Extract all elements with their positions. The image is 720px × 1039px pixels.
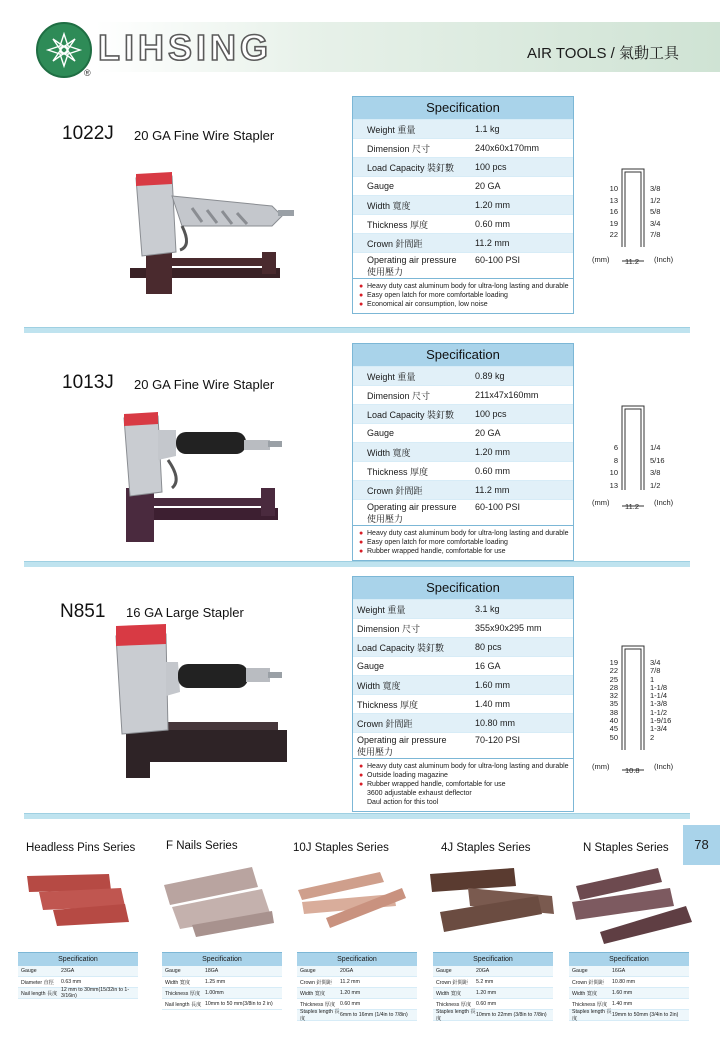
- spec-row: [353, 423, 573, 442]
- mini-spec-value: 1.00mm: [205, 990, 224, 996]
- spec-label: Crown 針間距: [357, 718, 413, 729]
- length-mm-list: [600, 659, 618, 742]
- product-name: 20 GA Fine Wire Stapler: [134, 377, 275, 392]
- mini-spec-row: [569, 977, 689, 988]
- spec-value: 70-120 PSI: [475, 735, 521, 745]
- mini-spec-value: 20GA: [340, 968, 354, 974]
- feature-note: [359, 771, 569, 780]
- spec-value: 1.60 mm: [475, 680, 511, 690]
- spec-label: Gauge: [367, 181, 395, 191]
- mini-spec-value: 1.40 mm: [612, 1001, 633, 1007]
- mini-spec-table: [569, 952, 689, 1021]
- unit-mm: (mm): [592, 498, 610, 507]
- spec-row: [353, 119, 573, 138]
- section-title: AIR TOOLS / 氣動工具: [527, 45, 679, 62]
- mini-spec-title: Specification: [569, 953, 689, 966]
- mini-spec-value: 18GA: [205, 968, 219, 974]
- mini-spec-value: 12 mm to 30mm(15/32in to 1-3/16in): [61, 987, 130, 999]
- feature-note-text: Outside loading magazine: [367, 772, 448, 779]
- mini-spec-row: [18, 966, 138, 977]
- spec-value: 1.40 mm: [475, 699, 511, 709]
- bullet-icon: ●: [359, 548, 364, 555]
- bullet-icon: ●: [359, 763, 364, 770]
- page-header: [0, 0, 720, 82]
- length-mm: 32: [609, 691, 618, 701]
- staple-size-diagram: [592, 165, 702, 270]
- mini-spec-label: Staples length 長度: [436, 1009, 476, 1022]
- mini-spec-row: [162, 999, 282, 1010]
- spec-row: [353, 442, 573, 461]
- length-inch: 3/4: [650, 218, 661, 228]
- length-inch: 1-1/4: [650, 691, 668, 701]
- spec-row: [353, 461, 573, 480]
- spec-label: Gauge: [367, 428, 395, 438]
- mini-spec-label: Thickness 厚度: [572, 1001, 608, 1008]
- spec-value: 11.2 mm: [475, 485, 510, 495]
- mini-spec-row: [162, 977, 282, 988]
- feature-note: [359, 762, 569, 771]
- length-inch: 3/8: [650, 468, 661, 477]
- spec-rows: [353, 599, 573, 758]
- mini-spec-label: Diameter 直徑: [21, 979, 54, 986]
- staple-size-diagram: [592, 402, 702, 512]
- mini-spec-value: 16GA: [612, 968, 626, 974]
- length-mm: 35: [609, 699, 618, 709]
- length-inch: 1-1/2: [650, 707, 668, 717]
- length-mm: 13: [609, 480, 618, 490]
- mini-spec-label: Thickness 厚度: [165, 990, 201, 997]
- crown-width: 11.2: [625, 502, 640, 511]
- spec-title: Specification: [353, 97, 573, 119]
- mini-spec-value: 0.60 mm: [476, 1001, 497, 1007]
- spec-row: [353, 176, 573, 195]
- spec-row: [353, 732, 573, 758]
- spec-label: Load Capacity 裝釘數: [367, 409, 455, 420]
- mini-spec-value: 1.20 mm: [340, 990, 361, 996]
- length-mm: 28: [609, 682, 618, 692]
- feature-note-text: Easy open latch for more comfortable loading: [367, 292, 508, 299]
- mini-spec-row: [18, 988, 138, 999]
- length-inch: 7/8: [650, 230, 661, 239]
- feature-note-text: Economical air consumption, low noise: [367, 301, 488, 308]
- feature-note-text: Rubber wrapped handle, comfortable for use: [367, 548, 506, 555]
- bullet-icon: ●: [359, 292, 364, 299]
- spec-label: Width 寬度: [367, 447, 411, 458]
- mini-spec-value: 6mm to 16mm (1/4in to 7/8in): [340, 1012, 408, 1018]
- brand-name: LIHSING: [98, 27, 273, 68]
- bullet-icon: ●: [359, 530, 364, 537]
- feature-note: [359, 282, 569, 291]
- spec-label: Crown 針間距: [367, 485, 423, 496]
- mini-spec-label: Gauge: [165, 968, 181, 974]
- length-inch: 5/8: [650, 207, 661, 216]
- spec-label: Width 寬度: [357, 680, 401, 691]
- bullet-icon: ●: [359, 772, 364, 779]
- spec-label: Weight 重量: [367, 124, 416, 135]
- length-mm: 8: [613, 455, 618, 465]
- length-mm: 6: [613, 443, 618, 452]
- spec-label: Operating air pressure 使用壓力: [357, 735, 447, 757]
- feature-note: [359, 291, 569, 300]
- unit-mm: (mm): [592, 762, 610, 771]
- product-code: 1013J: [62, 372, 114, 393]
- feature-note-text: Heavy duty cast aluminum body for ultra-long lasting and durable: [367, 283, 569, 290]
- length-mm: 40: [609, 716, 618, 726]
- spec-label: Gauge: [357, 661, 385, 671]
- 4j-staples-image: [428, 866, 558, 946]
- mini-spec-label: Nail length 長度: [165, 1001, 202, 1008]
- mini-spec-title: Specification: [18, 953, 138, 966]
- length-inch: 7/8: [650, 666, 661, 676]
- spec-row: [353, 599, 573, 618]
- spec-row: [353, 138, 573, 157]
- spec-label: Dimension 尺寸: [357, 623, 421, 634]
- mini-spec-label: Width 寬度: [572, 990, 598, 997]
- length-inch: 1-3/8: [650, 699, 668, 709]
- bullet-icon: ●: [359, 283, 364, 290]
- feature-note-text: Rubber wrapped handle, comfortable for use 3600 adjustable exhaust deflector Daul action for this tool: [367, 781, 506, 806]
- spec-label: Load Capacity 裝釘數: [357, 642, 445, 653]
- mini-spec-value: 1.20 mm: [476, 990, 497, 996]
- length-inch: 2: [650, 732, 655, 742]
- spec-row: [353, 157, 573, 176]
- length-inch: 1: [650, 674, 655, 684]
- mini-spec-value: 0.60 mm: [340, 1001, 361, 1007]
- spec-row: [353, 385, 573, 404]
- mini-spec-label: Crown 針間距: [572, 979, 604, 986]
- length-mm: 25: [609, 674, 618, 684]
- series-title: 4J Staples Series: [441, 842, 531, 854]
- mini-spec-row: [297, 988, 417, 999]
- mini-spec-label: Crown 針間距: [300, 979, 332, 986]
- mini-spec-row: [433, 966, 553, 977]
- mini-spec-row: [162, 988, 282, 999]
- mini-spec-row: [433, 1010, 553, 1021]
- mini-spec-row: [162, 966, 282, 977]
- spec-row: [353, 252, 573, 278]
- unit-inch: (Inch): [654, 255, 674, 264]
- spec-value: 16 GA: [475, 661, 501, 671]
- spec-value: 0.60 mm: [475, 466, 511, 476]
- mini-spec-table: [162, 952, 282, 1010]
- feature-note: [359, 547, 569, 556]
- spec-value: 60-100 PSI: [475, 255, 521, 265]
- spec-row: [353, 637, 573, 656]
- spec-label: Thickness 厚度: [367, 466, 429, 477]
- length-mm-list: [600, 442, 618, 492]
- mini-spec-label: Staples length 長度: [300, 1009, 340, 1022]
- mini-spec-value: 23GA: [61, 968, 75, 974]
- length-mm: 22: [609, 666, 618, 676]
- feature-note: [359, 780, 569, 807]
- 10j-staples-image: [296, 868, 411, 943]
- spec-value: 100 pcs: [475, 162, 507, 172]
- mini-spec-row: [433, 988, 553, 999]
- length-mm: 19: [609, 658, 618, 667]
- crown-width: 10.8: [625, 766, 640, 775]
- mini-spec-value: 11.2 mm: [340, 979, 360, 985]
- mini-spec-value: 5.2 mm: [476, 979, 494, 985]
- length-inch: 3/8: [650, 184, 661, 193]
- length-mm: 38: [609, 707, 618, 717]
- spec-value: 3.1 kg: [475, 604, 500, 614]
- length-inch: 1/2: [650, 480, 661, 490]
- length-mm: 16: [609, 207, 618, 216]
- spec-label: Weight 重量: [367, 371, 416, 382]
- registered-mark: ®: [84, 68, 91, 78]
- crown-width: 11.2: [625, 257, 640, 266]
- spec-row: [353, 713, 573, 732]
- length-mm-list: [600, 183, 618, 241]
- spec-row: [353, 233, 573, 252]
- spec-label: Operating air pressure 使用壓力: [367, 255, 457, 277]
- series-title: 10J Staples Series: [293, 842, 389, 854]
- product-name: 16 GA Large Stapler: [126, 605, 244, 620]
- spec-row: [353, 404, 573, 423]
- length-inch: 1-1/8: [650, 682, 668, 692]
- spec-title: Specification: [353, 577, 573, 599]
- spec-value: 355x90x295 mm: [475, 623, 542, 633]
- mini-spec-label: Staples length 長度: [572, 1009, 612, 1022]
- spec-label: Dimension 尺寸: [367, 390, 431, 401]
- feature-notes: [353, 758, 573, 811]
- n-staples-image: [570, 866, 695, 951]
- mini-spec-title: Specification: [162, 953, 282, 966]
- mini-spec-title: Specification: [433, 953, 553, 966]
- spec-value: 1.20 mm: [475, 200, 511, 210]
- spec-row: [353, 675, 573, 694]
- feature-note: [359, 529, 569, 538]
- spec-value: 240x60x170mm: [475, 143, 540, 153]
- spec-value: 1.1 kg: [475, 124, 500, 134]
- unit-inch: (Inch): [654, 762, 674, 771]
- feature-note: [359, 300, 569, 309]
- stapler-1022j-image: [122, 166, 297, 306]
- product-code: N851: [60, 601, 106, 622]
- spec-row: [353, 214, 573, 233]
- spec-value: 80 pcs: [475, 642, 502, 652]
- spec-row: [353, 656, 573, 675]
- length-inch: 1/4: [650, 443, 661, 452]
- spec-rows: [353, 366, 573, 525]
- length-mm: 45: [609, 724, 618, 734]
- mini-spec-label: Gauge: [21, 968, 37, 974]
- spec-table: [352, 343, 574, 561]
- mini-spec-row: [297, 1010, 417, 1021]
- mini-spec-label: Width 寬度: [436, 990, 462, 997]
- mini-spec-table: [433, 952, 553, 1021]
- spec-row: [353, 480, 573, 499]
- series-title: Headless Pins Series: [26, 842, 136, 854]
- staple-size-diagram: [592, 642, 702, 777]
- bullet-icon: ●: [359, 781, 364, 788]
- spec-value: 10.80 mm: [475, 718, 516, 728]
- mini-spec-value: 10.80 mm: [612, 979, 636, 985]
- spec-label: Thickness 厚度: [367, 219, 429, 230]
- unit-inch: (Inch): [654, 498, 674, 507]
- spec-row: [353, 499, 573, 525]
- spec-value: 0.60 mm: [475, 219, 511, 229]
- spec-table: [352, 576, 574, 812]
- feature-note-text: Easy open latch for more comfortable loading: [367, 539, 508, 546]
- page-number: 78: [683, 825, 720, 865]
- mini-spec-table: [297, 952, 417, 1021]
- spec-value: 11.2 mm: [475, 238, 510, 248]
- spec-label: Dimension 尺寸: [367, 143, 431, 154]
- stapler-1013j-image: [116, 410, 291, 550]
- spec-table: [352, 96, 574, 314]
- spec-row: [353, 694, 573, 713]
- spec-value: 20 GA: [475, 428, 501, 438]
- feature-notes: [353, 525, 573, 560]
- spec-value: 0.89 kg: [475, 371, 505, 381]
- feature-note-text: Heavy duty cast aluminum body for ultra-long lasting and durable: [367, 530, 569, 537]
- mini-spec-label: Thickness 厚度: [300, 1001, 336, 1008]
- mini-spec-value: 0.63 mm: [61, 979, 82, 985]
- length-mm: 19: [609, 218, 618, 228]
- mini-spec-value: 10mm to 22mm (3/8in to 7/8in): [476, 1012, 547, 1018]
- spec-row: [353, 195, 573, 214]
- mini-spec-value: 19mm to 50mm (3/4in to 2in): [612, 1012, 679, 1018]
- spec-row: [353, 618, 573, 637]
- mini-spec-value: 20GA: [476, 968, 490, 974]
- length-inch: 1-3/4: [650, 724, 668, 734]
- length-inch-list: [650, 183, 660, 241]
- spec-value: 211x47x160mm: [475, 390, 539, 400]
- spec-label: Thickness 厚度: [357, 699, 419, 710]
- feature-note: [359, 538, 569, 547]
- product-name: 20 GA Fine Wire Stapler: [134, 128, 275, 143]
- mini-spec-row: [569, 1010, 689, 1021]
- mini-spec-label: Nail length 長度: [21, 990, 58, 997]
- mini-spec-table: [18, 952, 138, 999]
- section-divider: [24, 813, 690, 819]
- bullet-icon: ●: [359, 301, 364, 308]
- spec-title: Specification: [353, 344, 573, 366]
- mini-spec-title: Specification: [297, 953, 417, 966]
- length-inch: 1-9/16: [650, 716, 672, 726]
- spec-label: Weight 重量: [357, 604, 406, 615]
- f-nails-image: [162, 865, 277, 945]
- spec-label: Width 寬度: [367, 200, 411, 211]
- product-code: 1022J: [62, 123, 114, 144]
- series-title: N Staples Series: [583, 842, 669, 854]
- spec-label: Load Capacity 裝釘數: [367, 162, 455, 173]
- mini-spec-row: [569, 988, 689, 999]
- mini-spec-value: 1.60 mm: [612, 990, 633, 996]
- length-inch: 3/4: [650, 658, 661, 667]
- length-inch: 1/2: [650, 195, 661, 205]
- section-divider: [24, 561, 690, 567]
- length-mm: 10: [609, 468, 618, 477]
- spec-label: Crown 針間距: [367, 238, 423, 249]
- stapler-n851-image: [108, 622, 293, 787]
- mini-spec-label: Gauge: [300, 968, 316, 974]
- mini-spec-label: Width 寬度: [165, 979, 191, 986]
- series-title: F Nails Series: [166, 840, 238, 852]
- mini-spec-row: [433, 977, 553, 988]
- length-mm: 50: [609, 732, 618, 742]
- length-inch-list: [650, 659, 671, 742]
- length-inch-list: [650, 442, 665, 492]
- spec-value: 1.20 mm: [475, 447, 511, 457]
- length-mm: 13: [609, 195, 618, 205]
- spec-rows: [353, 119, 573, 278]
- mini-spec-row: [297, 966, 417, 977]
- mini-spec-label: Thickness 厚度: [436, 1001, 472, 1008]
- feature-notes: [353, 278, 573, 313]
- mini-spec-label: Crown 針間距: [436, 979, 468, 986]
- spec-row: [353, 366, 573, 385]
- mini-spec-label: Gauge: [572, 968, 588, 974]
- unit-mm: (mm): [592, 255, 610, 264]
- feature-note-text: Heavy duty cast aluminum body for ultra-long lasting and durable: [367, 763, 569, 770]
- bullet-icon: ●: [359, 539, 364, 546]
- length-mm: 10: [609, 184, 618, 193]
- spec-value: 100 pcs: [475, 409, 507, 419]
- mini-spec-value: 1.25 mm: [205, 979, 226, 985]
- spec-value: 20 GA: [475, 181, 501, 191]
- headless-pins-image: [25, 870, 135, 935]
- mini-spec-label: Gauge: [436, 968, 452, 974]
- spec-label: Operating air pressure 使用壓力: [367, 502, 457, 524]
- length-mm: 22: [609, 230, 618, 239]
- length-inch: 5/16: [650, 455, 665, 465]
- mini-spec-label: Width 寬度: [300, 990, 326, 997]
- section-divider: [24, 327, 690, 333]
- spec-value: 60-100 PSI: [475, 502, 521, 512]
- mini-spec-row: [569, 966, 689, 977]
- mini-spec-value: 10mm to 50 mm(3/8in to 2 in): [205, 1001, 273, 1007]
- mini-spec-row: [297, 977, 417, 988]
